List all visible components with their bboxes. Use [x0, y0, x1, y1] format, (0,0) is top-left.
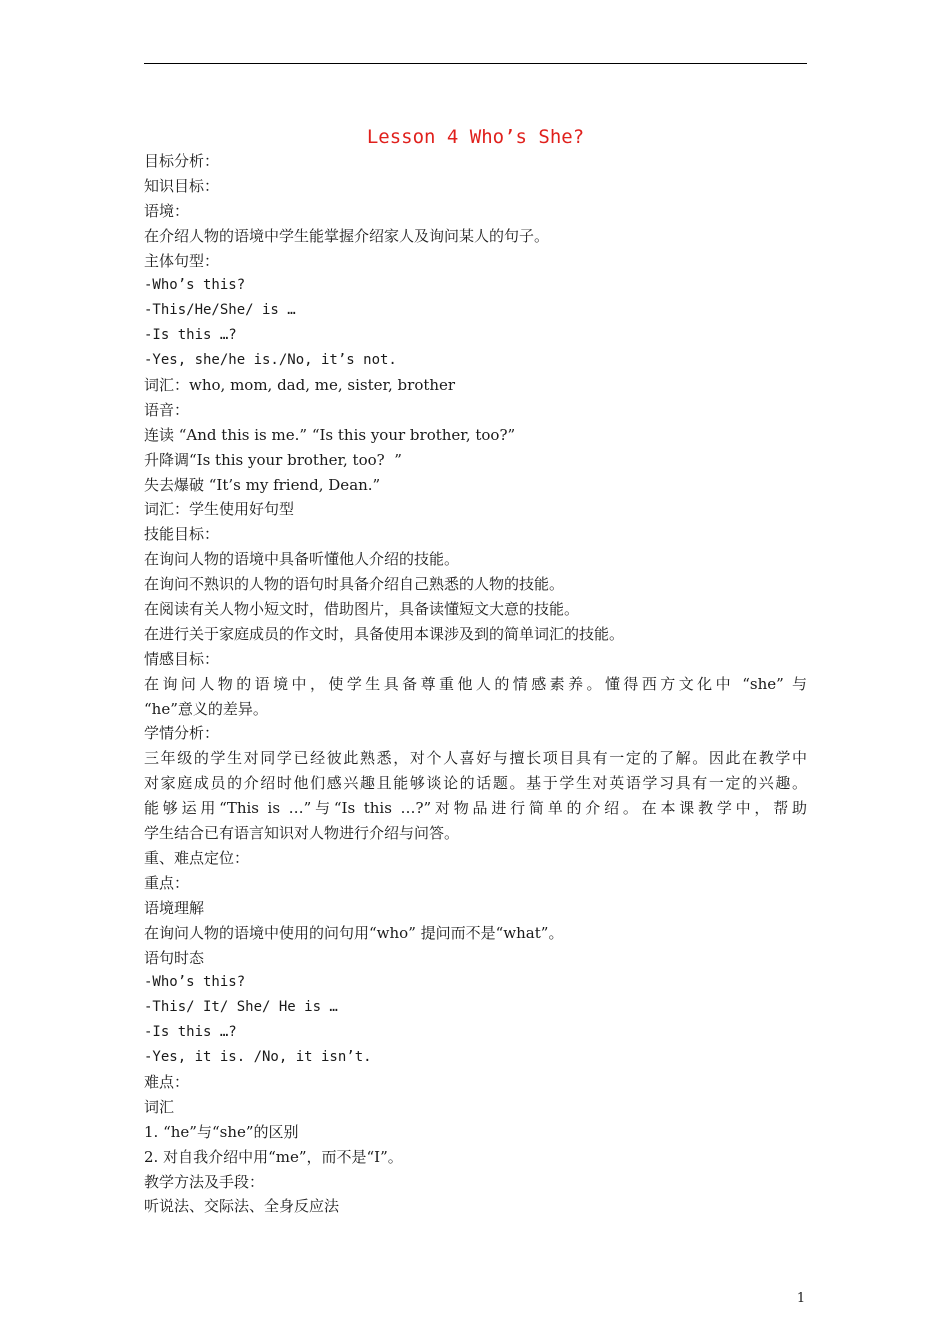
sentence-pattern: -Who’s this?	[144, 277, 246, 294]
heading-pronunciation: 语音：	[144, 400, 190, 419]
paragraph-line: 三年级的学生对同学已经彼此熟悉，对个人喜好与擅长项目具有一定的了解。因此在教学中	[144, 749, 807, 768]
paragraph-line: 在介绍人物的语境中学生能掌握介绍家人及询问某人的句子。	[144, 226, 550, 245]
paragraph-line: 在询问人物的语境中使用的问句用“who” 提问而不是“what”。	[144, 923, 564, 942]
heading-difficult-points: 难点：	[144, 1072, 190, 1091]
subheading-vocabulary: 词汇	[144, 1097, 175, 1116]
paragraph-line: 在询问人物的语境中具备听懂他人介绍的技能。	[144, 550, 460, 569]
heading-knowledge-objectives: 知识目标：	[144, 176, 220, 195]
pronunciation-line: 失去爆破 “It’s my friend, Dean.”	[144, 475, 381, 494]
list-item: 2. 对自我介绍中用“me”，而不是“I”。	[144, 1147, 403, 1166]
vocabulary-line: 词汇：学生使用好句型	[144, 500, 295, 519]
lesson-title: Lesson 4 Who’s She?	[366, 126, 585, 148]
heading-main-sentences: 主体句型：	[144, 251, 220, 270]
paragraph-line: 能够运用“This is …”与“Is this …?”对物品进行简单的介绍。在本课教学中，帮助	[144, 799, 807, 818]
heading-objectives: 目标分析：	[144, 152, 220, 170]
sentence-pattern: -Yes, she/he is./No, it’s not.	[144, 352, 397, 369]
heading-key-difficult-points: 重、难点定位：	[144, 848, 250, 867]
heading-context: 语境：	[144, 201, 190, 220]
vocabulary-line: 词汇：who, mom, dad, me, sister, brother	[144, 376, 456, 395]
paragraph-line: 在进行关于家庭成员的作文时，具备使用本课涉及到的简单词汇的技能。	[144, 624, 625, 643]
heading-key-points: 重点：	[144, 873, 190, 892]
sentence-pattern: -This/He/She/ is …	[144, 302, 296, 319]
subheading-context-understanding: 语境理解	[144, 898, 205, 917]
paragraph-line: 在询问人物的语境中，使学生具备尊重他人的情感素养。懂得西方文化中 “she” 与	[144, 674, 807, 693]
document-body	[144, 149, 807, 1219]
heading-emotional-objectives: 情感目标：	[144, 649, 220, 668]
paragraph-line: 在询问不熟识的人物的语句时具备介绍自己熟悉的人物的技能。	[144, 575, 565, 594]
heading-skill-objectives: 技能目标：	[144, 525, 220, 544]
paragraph-line: 在阅读有关人物小短文时，借助图片，具备读懂短文大意的技能。	[144, 600, 580, 619]
pronunciation-line: 连读 “And this is me.” “Is this your brother, too?”	[144, 425, 516, 444]
sentence-pattern: -Who’s this?	[144, 974, 246, 991]
sentence-pattern: -Is this …?	[144, 327, 237, 344]
heading-learner-analysis: 学情分析：	[144, 724, 220, 743]
paragraph-line: 学生结合已有语言知识对人物进行介绍与问答。	[144, 824, 460, 843]
list-item: 1. “he”与“she”的区别	[144, 1122, 299, 1141]
sentence-pattern: -Is this …?	[144, 1024, 237, 1041]
heading-teaching-methods: 教学方法及手段：	[144, 1172, 265, 1191]
sentence-pattern: -Yes, it is. /No, it isn’t.	[144, 1049, 372, 1066]
header-rule	[144, 63, 807, 64]
paragraph-line: 听说法、交际法、全身反应法	[144, 1197, 340, 1216]
paragraph-line: “he”意义的差异。	[144, 699, 268, 718]
sentence-pattern: -This/ It/ She/ He is …	[144, 999, 338, 1016]
subheading-sentence-tense: 语句时态	[144, 948, 205, 967]
pronunciation-line: 升降调“Is this your brother, too? ”	[144, 450, 402, 469]
page-number: 1	[796, 1291, 806, 1306]
paragraph-line: 对家庭成员的介绍时他们感兴趣且能够谈论的话题。基于学生对英语学习具有一定的兴趣。	[144, 774, 807, 793]
